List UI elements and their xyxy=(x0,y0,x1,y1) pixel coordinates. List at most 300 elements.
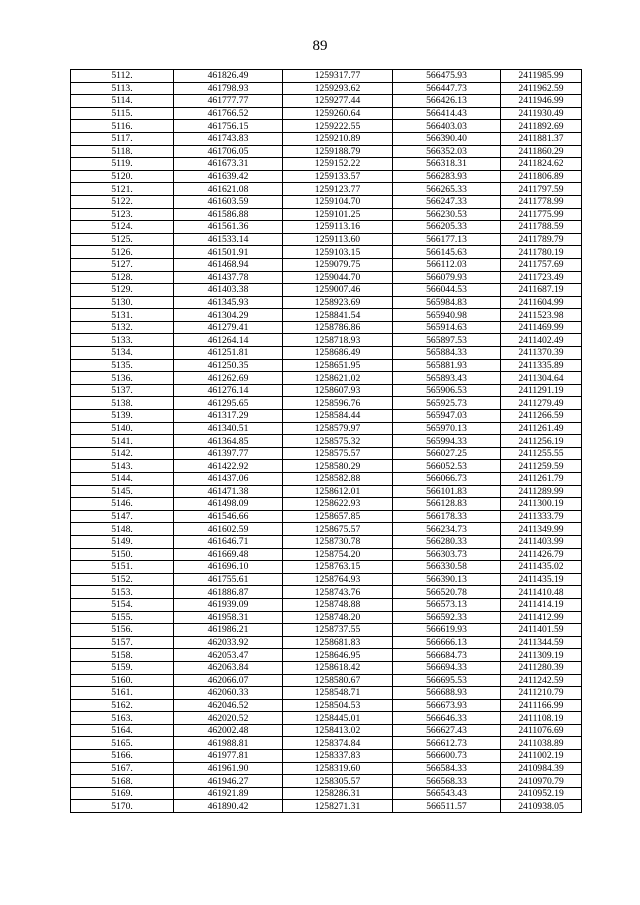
x1-cell: 461639.42 xyxy=(174,170,283,183)
y1-cell: 1259210.89 xyxy=(283,132,393,145)
x2-cell: 565906.53 xyxy=(393,384,501,397)
x1-cell: 461345.93 xyxy=(174,296,283,309)
x1-cell: 461961.90 xyxy=(174,762,283,775)
y1-cell: 1258548.71 xyxy=(283,687,393,700)
y2-cell: 2411259.59 xyxy=(501,460,582,473)
x1-cell: 461621.08 xyxy=(174,183,283,196)
x2-cell: 566475.93 xyxy=(393,70,501,83)
point-number-cell: 5150. xyxy=(71,548,174,561)
table-row xyxy=(71,498,582,511)
x1-cell: 461279.41 xyxy=(174,321,283,334)
y1-cell: 1259222.55 xyxy=(283,120,393,133)
point-number-cell: 5157. xyxy=(71,636,174,649)
table-row xyxy=(71,284,582,297)
y2-cell: 2411469.99 xyxy=(501,321,582,334)
y1-cell: 1258748.20 xyxy=(283,611,393,624)
y2-cell: 2411778.99 xyxy=(501,195,582,208)
y1-cell: 1258413.02 xyxy=(283,724,393,737)
y1-cell: 1258607.93 xyxy=(283,384,393,397)
y2-cell: 2411291.19 xyxy=(501,384,582,397)
point-number-cell: 5159. xyxy=(71,661,174,674)
table-row xyxy=(71,132,582,145)
y1-cell: 1259113.16 xyxy=(283,221,393,234)
y2-cell: 2411403.99 xyxy=(501,535,582,548)
point-number-cell: 5119. xyxy=(71,158,174,171)
point-number-cell: 5169. xyxy=(71,787,174,800)
point-number-cell: 5151. xyxy=(71,561,174,574)
y1-cell: 1259007.46 xyxy=(283,284,393,297)
x1-cell: 461696.10 xyxy=(174,561,283,574)
table-row xyxy=(71,233,582,246)
point-number-cell: 5131. xyxy=(71,309,174,322)
y1-cell: 1258582.88 xyxy=(283,473,393,486)
x2-cell: 566612.73 xyxy=(393,737,501,750)
x1-cell: 461250.35 xyxy=(174,359,283,372)
x1-cell: 461602.59 xyxy=(174,523,283,536)
table-row xyxy=(71,321,582,334)
x1-cell: 461946.27 xyxy=(174,775,283,788)
table-row xyxy=(71,460,582,473)
table-row xyxy=(71,674,582,687)
point-number-cell: 5116. xyxy=(71,120,174,133)
point-number-cell: 5149. xyxy=(71,535,174,548)
table-row xyxy=(71,473,582,486)
y2-cell: 2411333.79 xyxy=(501,510,582,523)
table-row xyxy=(71,548,582,561)
x1-cell: 462060.33 xyxy=(174,687,283,700)
y2-cell: 2411435.02 xyxy=(501,561,582,574)
point-number-cell: 5139. xyxy=(71,410,174,423)
table-row xyxy=(71,636,582,649)
x2-cell: 566112.03 xyxy=(393,258,501,271)
x2-cell: 566283.93 xyxy=(393,170,501,183)
x2-cell: 566568.33 xyxy=(393,775,501,788)
point-number-cell: 5156. xyxy=(71,624,174,637)
y1-cell: 1259044.70 xyxy=(283,271,393,284)
table-row xyxy=(71,296,582,309)
table-row xyxy=(71,447,582,460)
point-number-cell: 5118. xyxy=(71,145,174,158)
y2-cell: 2411426.79 xyxy=(501,548,582,561)
y2-cell: 2411002.19 xyxy=(501,750,582,763)
y1-cell: 1258841.54 xyxy=(283,309,393,322)
y1-cell: 1258612.01 xyxy=(283,485,393,498)
y2-cell: 2411279.49 xyxy=(501,397,582,410)
x2-cell: 566646.33 xyxy=(393,712,501,725)
y2-cell: 2411255.55 xyxy=(501,447,582,460)
point-number-cell: 5127. xyxy=(71,258,174,271)
y2-cell: 2411414.19 xyxy=(501,598,582,611)
y2-cell: 2411604.99 xyxy=(501,296,582,309)
point-number-cell: 5170. xyxy=(71,800,174,813)
point-number-cell: 5141. xyxy=(71,435,174,448)
table-row xyxy=(71,750,582,763)
y1-cell: 1259293.62 xyxy=(283,82,393,95)
y1-cell: 1258374.84 xyxy=(283,737,393,750)
x2-cell: 566666.13 xyxy=(393,636,501,649)
x2-cell: 566178.33 xyxy=(393,510,501,523)
y2-cell: 2411402.49 xyxy=(501,334,582,347)
y2-cell: 2411892.69 xyxy=(501,120,582,133)
x1-cell: 461304.29 xyxy=(174,309,283,322)
x2-cell: 566695.53 xyxy=(393,674,501,687)
y1-cell: 1259101.25 xyxy=(283,208,393,221)
x1-cell: 461468.94 xyxy=(174,258,283,271)
x2-cell: 566280.33 xyxy=(393,535,501,548)
x2-cell: 566403.03 xyxy=(393,120,501,133)
table-row xyxy=(71,309,582,322)
point-number-cell: 5123. xyxy=(71,208,174,221)
y1-cell: 1259188.79 xyxy=(283,145,393,158)
x2-cell: 566447.73 xyxy=(393,82,501,95)
point-number-cell: 5112. xyxy=(71,70,174,83)
x1-cell: 461706.05 xyxy=(174,145,283,158)
x2-cell: 566318.31 xyxy=(393,158,501,171)
x1-cell: 462033.92 xyxy=(174,636,283,649)
table-row xyxy=(71,372,582,385)
y1-cell: 1259317.77 xyxy=(283,70,393,83)
x2-cell: 566128.83 xyxy=(393,498,501,511)
y2-cell: 2411797.59 xyxy=(501,183,582,196)
y2-cell: 2411344.59 xyxy=(501,636,582,649)
x1-cell: 462020.52 xyxy=(174,712,283,725)
y1-cell: 1258580.67 xyxy=(283,674,393,687)
point-number-cell: 5165. xyxy=(71,737,174,750)
x1-cell: 461262.69 xyxy=(174,372,283,385)
y1-cell: 1258618.42 xyxy=(283,661,393,674)
table-row xyxy=(71,195,582,208)
x1-cell: 461743.83 xyxy=(174,132,283,145)
point-number-cell: 5161. xyxy=(71,687,174,700)
table-row xyxy=(71,800,582,813)
x1-cell: 461921.89 xyxy=(174,787,283,800)
x2-cell: 566205.33 xyxy=(393,221,501,234)
x2-cell: 565914.63 xyxy=(393,321,501,334)
table-row xyxy=(71,699,582,712)
x2-cell: 566619.93 xyxy=(393,624,501,637)
x1-cell: 461317.29 xyxy=(174,410,283,423)
x1-cell: 461826.49 xyxy=(174,70,283,83)
y2-cell: 2411261.49 xyxy=(501,422,582,435)
point-number-cell: 5145. xyxy=(71,485,174,498)
y2-cell: 2410984.39 xyxy=(501,762,582,775)
y1-cell: 1259123.77 xyxy=(283,183,393,196)
y2-cell: 2411335.89 xyxy=(501,359,582,372)
table-row xyxy=(71,787,582,800)
y1-cell: 1258584.44 xyxy=(283,410,393,423)
point-number-cell: 5140. xyxy=(71,422,174,435)
x2-cell: 566426.13 xyxy=(393,95,501,108)
y2-cell: 2411687.19 xyxy=(501,284,582,297)
y2-cell: 2411242.59 xyxy=(501,674,582,687)
y1-cell: 1258730.78 xyxy=(283,535,393,548)
point-number-cell: 5146. xyxy=(71,498,174,511)
x2-cell: 566044.53 xyxy=(393,284,501,297)
x2-cell: 565893.43 xyxy=(393,372,501,385)
x2-cell: 565897.53 xyxy=(393,334,501,347)
table-row xyxy=(71,158,582,171)
table-row xyxy=(71,334,582,347)
y2-cell: 2411166.99 xyxy=(501,699,582,712)
x2-cell: 566688.93 xyxy=(393,687,501,700)
x1-cell: 461397.77 xyxy=(174,447,283,460)
point-number-cell: 5137. xyxy=(71,384,174,397)
x1-cell: 461646.71 xyxy=(174,535,283,548)
point-number-cell: 5162. xyxy=(71,699,174,712)
x2-cell: 566694.33 xyxy=(393,661,501,674)
point-number-cell: 5115. xyxy=(71,107,174,120)
x1-cell: 461364.85 xyxy=(174,435,283,448)
x2-cell: 565947.03 xyxy=(393,410,501,423)
y1-cell: 1259103.15 xyxy=(283,246,393,259)
y1-cell: 1259133.57 xyxy=(283,170,393,183)
y1-cell: 1258646.95 xyxy=(283,649,393,662)
y1-cell: 1258675.57 xyxy=(283,523,393,536)
y1-cell: 1258763.15 xyxy=(283,561,393,574)
y2-cell: 2411775.99 xyxy=(501,208,582,221)
y1-cell: 1258579.97 xyxy=(283,422,393,435)
y2-cell: 2411806.89 xyxy=(501,170,582,183)
x2-cell: 565925.73 xyxy=(393,397,501,410)
y1-cell: 1258575.32 xyxy=(283,435,393,448)
x2-cell: 566027.25 xyxy=(393,447,501,460)
x1-cell: 461251.81 xyxy=(174,347,283,360)
point-number-cell: 5152. xyxy=(71,573,174,586)
y1-cell: 1258718.93 xyxy=(283,334,393,347)
y1-cell: 1258754.20 xyxy=(283,548,393,561)
x1-cell: 461886.87 xyxy=(174,586,283,599)
y1-cell: 1258923.69 xyxy=(283,296,393,309)
point-number-cell: 5121. xyxy=(71,183,174,196)
point-number-cell: 5133. xyxy=(71,334,174,347)
point-number-cell: 5138. xyxy=(71,397,174,410)
table-row xyxy=(71,359,582,372)
x1-cell: 461533.14 xyxy=(174,233,283,246)
point-number-cell: 5148. xyxy=(71,523,174,536)
y2-cell: 2411304.64 xyxy=(501,372,582,385)
x2-cell: 566101.83 xyxy=(393,485,501,498)
x2-cell: 565994.33 xyxy=(393,435,501,448)
x2-cell: 566600.73 xyxy=(393,750,501,763)
y1-cell: 1258596.76 xyxy=(283,397,393,410)
table-row xyxy=(71,107,582,120)
point-number-cell: 5167. xyxy=(71,762,174,775)
table-row xyxy=(71,724,582,737)
y1-cell: 1258286.31 xyxy=(283,787,393,800)
x1-cell: 461756.15 xyxy=(174,120,283,133)
y1-cell: 1258743.76 xyxy=(283,586,393,599)
x1-cell: 461264.14 xyxy=(174,334,283,347)
y2-cell: 2411108.19 xyxy=(501,712,582,725)
table-row xyxy=(71,510,582,523)
point-number-cell: 5144. xyxy=(71,473,174,486)
table-row xyxy=(71,762,582,775)
point-number-cell: 5128. xyxy=(71,271,174,284)
x1-cell: 461561.36 xyxy=(174,221,283,234)
point-number-cell: 5164. xyxy=(71,724,174,737)
x1-cell: 462002.48 xyxy=(174,724,283,737)
point-number-cell: 5143. xyxy=(71,460,174,473)
point-number-cell: 5142. xyxy=(71,447,174,460)
x1-cell: 461890.42 xyxy=(174,800,283,813)
point-number-cell: 5126. xyxy=(71,246,174,259)
y2-cell: 2411076.69 xyxy=(501,724,582,737)
x1-cell: 461766.52 xyxy=(174,107,283,120)
x1-cell: 462046.52 xyxy=(174,699,283,712)
table-row xyxy=(71,485,582,498)
table-row xyxy=(71,246,582,259)
x2-cell: 565970.13 xyxy=(393,422,501,435)
x2-cell: 566303.73 xyxy=(393,548,501,561)
y2-cell: 2411412.99 xyxy=(501,611,582,624)
point-number-cell: 5117. xyxy=(71,132,174,145)
y2-cell: 2411962.59 xyxy=(501,82,582,95)
y1-cell: 1258737.55 xyxy=(283,624,393,637)
x2-cell: 566145.63 xyxy=(393,246,501,259)
x2-cell: 566414.43 xyxy=(393,107,501,120)
x1-cell: 461471.38 xyxy=(174,485,283,498)
table-row xyxy=(71,258,582,271)
x1-cell: 462066.07 xyxy=(174,674,283,687)
y2-cell: 2411789.79 xyxy=(501,233,582,246)
x2-cell: 566066.73 xyxy=(393,473,501,486)
table-row xyxy=(71,661,582,674)
x1-cell: 461546.66 xyxy=(174,510,283,523)
x2-cell: 566330.58 xyxy=(393,561,501,574)
point-number-cell: 5125. xyxy=(71,233,174,246)
y1-cell: 1258305.57 xyxy=(283,775,393,788)
x1-cell: 461669.48 xyxy=(174,548,283,561)
y2-cell: 2411435.19 xyxy=(501,573,582,586)
y2-cell: 2411881.37 xyxy=(501,132,582,145)
y1-cell: 1258681.83 xyxy=(283,636,393,649)
y1-cell: 1259277.44 xyxy=(283,95,393,108)
y1-cell: 1259079.75 xyxy=(283,258,393,271)
x2-cell: 566584.33 xyxy=(393,762,501,775)
x2-cell: 566573.13 xyxy=(393,598,501,611)
table-row xyxy=(71,775,582,788)
y1-cell: 1258786.86 xyxy=(283,321,393,334)
y2-cell: 2410952.19 xyxy=(501,787,582,800)
x1-cell: 461603.59 xyxy=(174,195,283,208)
table-row xyxy=(71,649,582,662)
y1-cell: 1259104.70 xyxy=(283,195,393,208)
table-row xyxy=(71,737,582,750)
x2-cell: 566265.33 xyxy=(393,183,501,196)
table-row xyxy=(71,535,582,548)
table-row xyxy=(71,561,582,574)
y1-cell: 1258337.83 xyxy=(283,750,393,763)
x2-cell: 566684.73 xyxy=(393,649,501,662)
y2-cell: 2411261.79 xyxy=(501,473,582,486)
table-row xyxy=(71,82,582,95)
x2-cell: 566390.13 xyxy=(393,573,501,586)
y1-cell: 1258622.93 xyxy=(283,498,393,511)
table-row xyxy=(71,95,582,108)
table-row xyxy=(71,573,582,586)
x2-cell: 565940.98 xyxy=(393,309,501,322)
y1-cell: 1258651.95 xyxy=(283,359,393,372)
y1-cell: 1259152.22 xyxy=(283,158,393,171)
x2-cell: 566079.93 xyxy=(393,271,501,284)
x2-cell: 566390.40 xyxy=(393,132,501,145)
y2-cell: 2411289.99 xyxy=(501,485,582,498)
y2-cell: 2411309.19 xyxy=(501,649,582,662)
point-number-cell: 5122. xyxy=(71,195,174,208)
y1-cell: 1258621.02 xyxy=(283,372,393,385)
x2-cell: 565984.83 xyxy=(393,296,501,309)
x1-cell: 461276.14 xyxy=(174,384,283,397)
x1-cell: 461422.92 xyxy=(174,460,283,473)
point-number-cell: 5147. xyxy=(71,510,174,523)
point-number-cell: 5166. xyxy=(71,750,174,763)
table-row xyxy=(71,397,582,410)
table-row xyxy=(71,712,582,725)
y1-cell: 1259113.60 xyxy=(283,233,393,246)
table-row xyxy=(71,120,582,133)
x2-cell: 565881.93 xyxy=(393,359,501,372)
table-row xyxy=(71,271,582,284)
x2-cell: 566592.33 xyxy=(393,611,501,624)
x1-cell: 462053.47 xyxy=(174,649,283,662)
y1-cell: 1258445.01 xyxy=(283,712,393,725)
y1-cell: 1258686.49 xyxy=(283,347,393,360)
y2-cell: 2411280.39 xyxy=(501,661,582,674)
y1-cell: 1258271.31 xyxy=(283,800,393,813)
page-number: 89 xyxy=(312,38,328,54)
y1-cell: 1258657.85 xyxy=(283,510,393,523)
x1-cell: 461501.91 xyxy=(174,246,283,259)
point-number-cell: 5124. xyxy=(71,221,174,234)
x2-cell: 566673.93 xyxy=(393,699,501,712)
y2-cell: 2411824.62 xyxy=(501,158,582,171)
y1-cell: 1258319.60 xyxy=(283,762,393,775)
y1-cell: 1258764.93 xyxy=(283,573,393,586)
x1-cell: 461437.06 xyxy=(174,473,283,486)
y1-cell: 1259260.64 xyxy=(283,107,393,120)
table-row xyxy=(71,410,582,423)
y2-cell: 2411780.19 xyxy=(501,246,582,259)
y2-cell: 2411860.29 xyxy=(501,145,582,158)
point-number-cell: 5134. xyxy=(71,347,174,360)
point-number-cell: 5168. xyxy=(71,775,174,788)
y2-cell: 2411723.49 xyxy=(501,271,582,284)
x1-cell: 461755.61 xyxy=(174,573,283,586)
point-number-cell: 5136. xyxy=(71,372,174,385)
x1-cell: 461403.38 xyxy=(174,284,283,297)
x1-cell: 461673.31 xyxy=(174,158,283,171)
x1-cell: 461295.65 xyxy=(174,397,283,410)
point-number-cell: 5153. xyxy=(71,586,174,599)
y2-cell: 2411349.99 xyxy=(501,523,582,536)
x2-cell: 566520.78 xyxy=(393,586,501,599)
table-row xyxy=(71,687,582,700)
table-row xyxy=(71,145,582,158)
y2-cell: 2411401.59 xyxy=(501,624,582,637)
x1-cell: 461977.81 xyxy=(174,750,283,763)
x2-cell: 566177.13 xyxy=(393,233,501,246)
coordinates-table xyxy=(70,69,582,813)
point-number-cell: 5132. xyxy=(71,321,174,334)
table-row xyxy=(71,422,582,435)
table-row xyxy=(71,183,582,196)
y1-cell: 1258748.88 xyxy=(283,598,393,611)
coordinates-table-body xyxy=(71,70,582,813)
point-number-cell: 5154. xyxy=(71,598,174,611)
x1-cell: 461958.31 xyxy=(174,611,283,624)
table-row xyxy=(71,170,582,183)
y2-cell: 2411210.79 xyxy=(501,687,582,700)
